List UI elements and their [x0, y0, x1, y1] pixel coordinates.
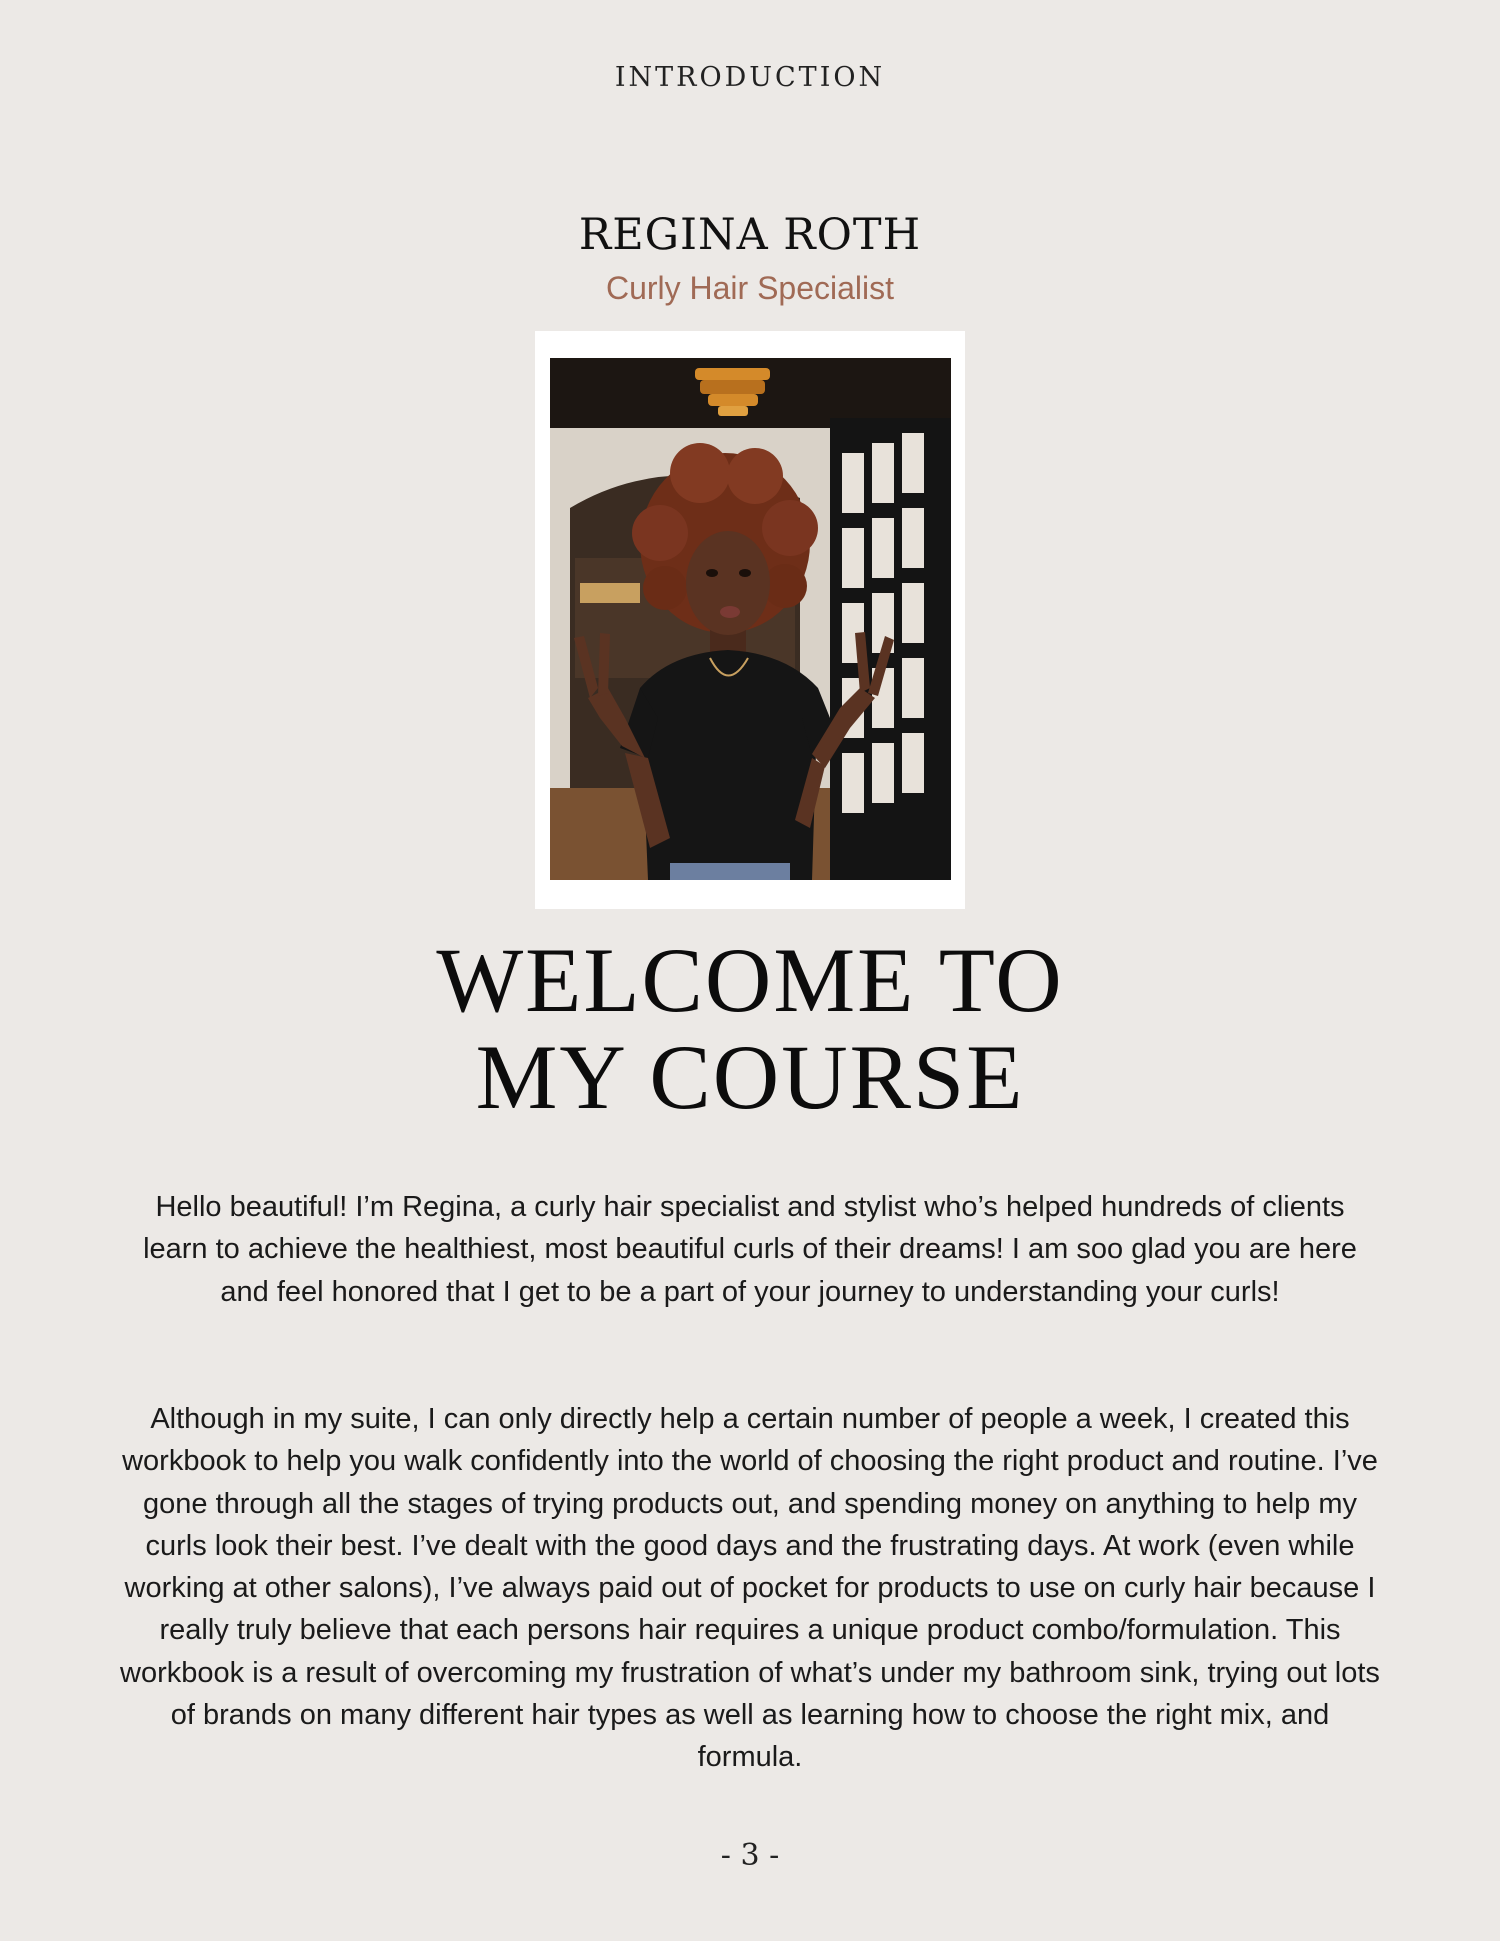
author-photo: [550, 358, 951, 880]
intro-paragraph-1: Hello beautiful! I’m Regina, a curly hair specialist and stylist who’s helped hundreds of clients learn to achieve the healthiest, most beautiful curls of their dreams! I am soo glad you are here and feel honored that I get to be a part of your journey to understanding your curls!: [143, 1191, 1357, 1308]
section-label: INTRODUCTION: [614, 62, 886, 93]
headline-line-1: WELCOME TO: [436, 929, 1064, 1031]
author-photo-frame: [535, 331, 965, 909]
page-headline: [0, 929, 1500, 1128]
author-name: REGINA ROTH: [578, 210, 922, 260]
headline-line-2: MY COURSE: [475, 1026, 1025, 1128]
author-role: Curly Hair Specialist: [605, 270, 895, 306]
page-number: - 3 -: [720, 1838, 780, 1873]
intro-paragraph-2: Although in my suite, I can only directly help a certain number of people a week, I created this workbook to help you walk confidently into the world of choosing the right product and routine. I’ve gone through all the stages of trying products out, and spending money on anything to help my curls look their best. I’ve dealt with the good days and the frustrating days. At work (even while working at other salons), I’ve always paid out of pocket for products to use on curly hair because I really truly believe that each persons hair requires a unique product combo/formulation. This workbook is a result of overcoming my frustration of what’s under my bathroom sink, trying out lots of brands on many different hair types as well as learning how to choose the right mix, and formula.: [120, 1403, 1380, 1774]
